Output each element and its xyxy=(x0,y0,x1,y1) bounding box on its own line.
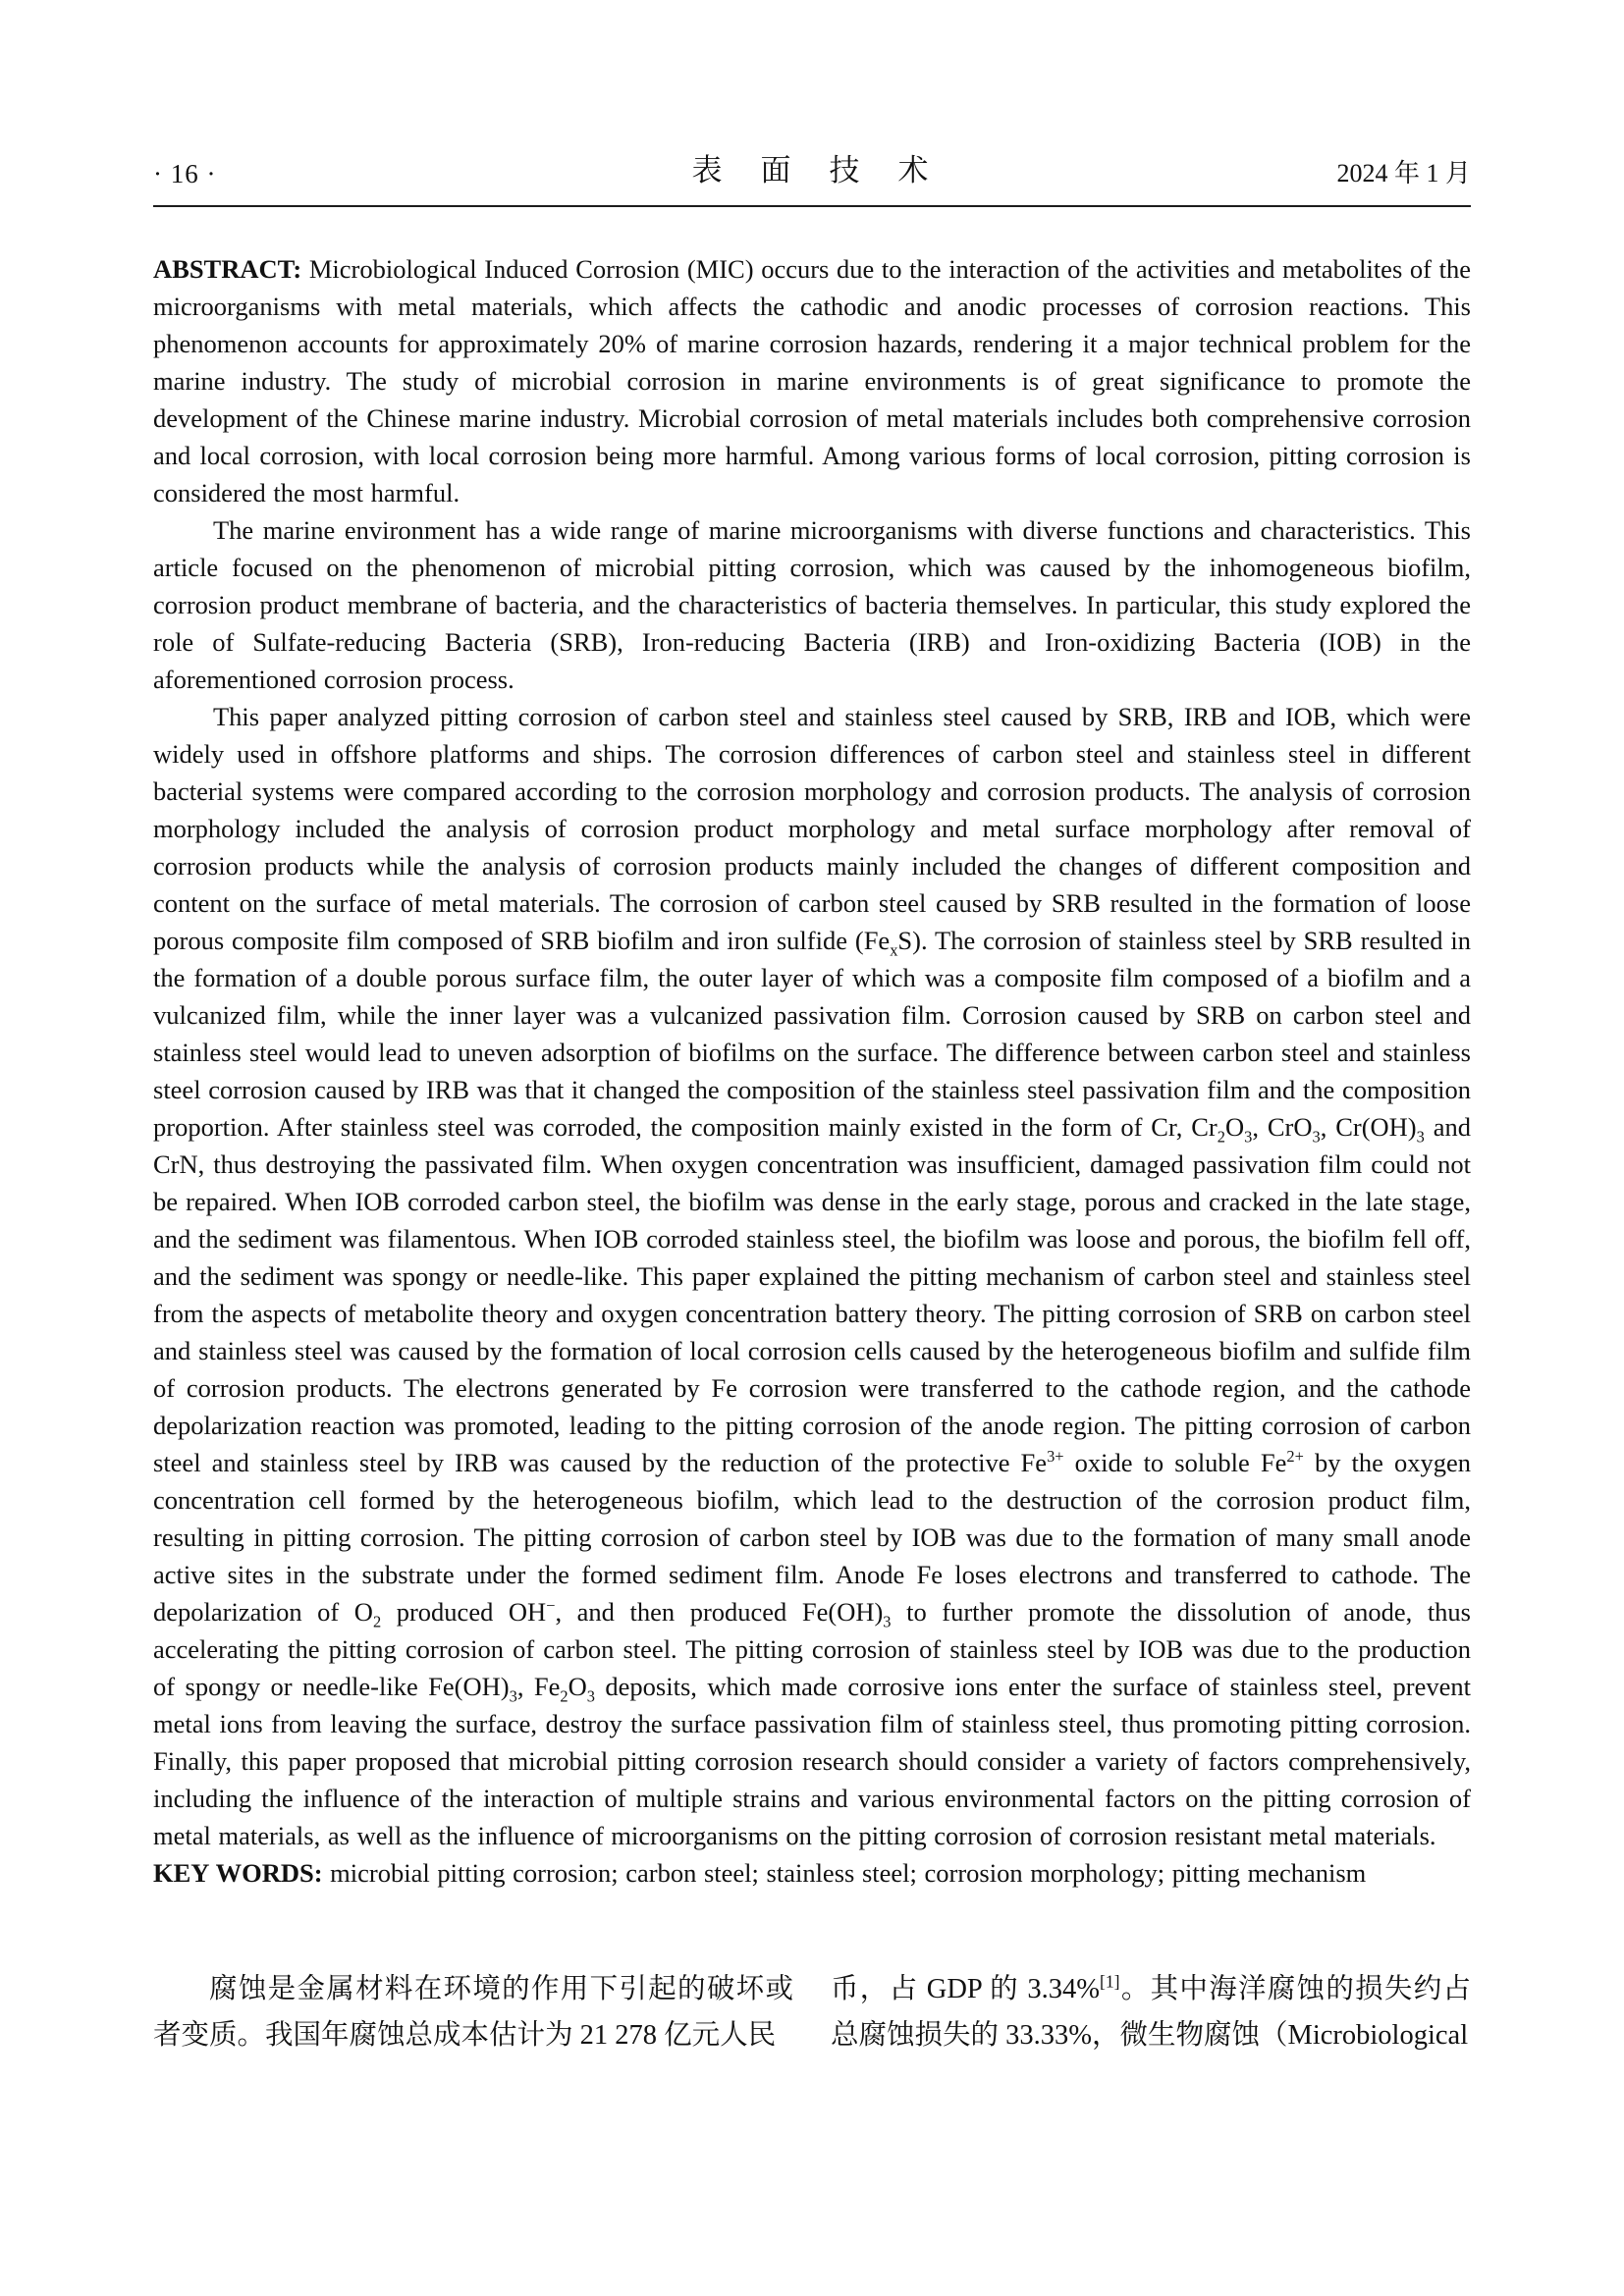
abstract-section xyxy=(153,250,1471,1892)
intro-column-left: 腐蚀是金属材料在环境的作用下引起的破坏或者变质。我国年腐蚀总成本估计为 21 278 亿元人民 xyxy=(153,1974,793,2051)
intro-columns xyxy=(153,1966,1471,2058)
keywords-label: KEY WORDS: xyxy=(153,1858,323,1888)
abstract-label: ABSTRACT: xyxy=(153,254,302,284)
issue-date: 2024 年 1 月 xyxy=(1336,159,1471,187)
abstract-paragraph-2: The marine environment has a wide range of marine microorganisms with diverse functions and characteristics. This article focused on the phenomenon of microbial pitting corrosion, which was caused by the inhomogeneous biofilm, corrosion product membrane of bacteria, and the characteristics of bacteria themselves. In particular, this study explored the role of Sulfate-reducing Bacteria (SRB), Iron-reducing Bacteria (IRB) and Iron-oxidizing Bacteria (IOB) in the aforementioned corrosion process. xyxy=(153,515,1471,694)
abstract-text-1: Microbiological Induced Corrosion (MIC) occurs due to the interaction of the activities and metabolites of the microorganisms with metal materials, which affects the cathodic and anodic processes of corrosion reactions. This phenomenon accounts for approximately 20% of marine corrosion hazards, rendering it a major technical problem for the marine industry. The study of microbial corrosion in marine environments is of great significance to promote the development of the Chinese marine industry. Microbial corrosion of metal materials includes both comprehensive corrosion and local corrosion, with local corrosion being more harmful. Among various forms of local corrosion, pitting corrosion is considered the most harmful. xyxy=(153,254,1471,507)
keywords-line xyxy=(153,1854,1471,1892)
page-number: · 16 · xyxy=(153,159,217,188)
page-header xyxy=(153,145,1471,207)
abstract-paragraph-3: This paper analyzed pitting corrosion of carbon steel and stainless steel caused by SRB, IRB and IOB, which were widely used in offshore platforms and ships. The corrosion differences of carbon steel and stainless steel in different bacterial systems were compared according to the corrosion morphology and corrosion products. The analysis of corrosion morphology included the analysis of corrosion product morphology and metal surface morphology after removal of corrosion products while the analysis of corrosion products mainly included the changes of different composition and content on the surface of metal materials. The corrosion of carbon steel caused by SRB resulted in the formation of loose porous composite film composed of SRB biofilm and iron sulfide $(Fe_xS)$. The corrosion of stainless steel by SRB resulted in the formation of a double porous surface film, the outer layer of which was a composite film composed of a biofilm and a vulcanized film, while the inner layer was a vulcanized passivation film. Corrosion caused by SRB on carbon steel and stainless steel would lead to uneven adsorption of biofilms on the surface. The difference between carbon steel and stainless steel corrosion caused by IRB was that it changed the composition of the stainless steel passivation film and the composition proportion. After stainless steel was corroded, the composition mainly existed in the form of Cr, $Cr_2O_3$, CrO$_3$, $Cr(OH)_3$ and CrN, thus destroying the passivated film. When oxygen concentration was insufficient, damaged passivation film could not be repaired. When IOB corroded carbon steel, the biofilm was dense in the early stage, porous and cracked in the late stage, and the sediment was filamentous. When IOB corroded stainless steel, the biofilm was loose and porous, the biofilm fell off, and the sediment was spongy or needle-like. This paper explained the pitting mechanism of carbon steel and stainless steel from the aspects of metabolite theory and oxygen concentration battery theory. The pitting corrosion of SRB on carbon steel and stainless steel was caused by the formation of local corrosion cells caused by the heterogeneous biofilm and sulfide film of corrosion products. The electrons generated by Fe corrosion were transferred to the cathode region, and the cathode depolarization reaction was promoted, leading to the pitting corrosion of the anode region. The pitting corrosion of carbon steel and stainless steel by IRB was caused by the reduction of the protective $Fe^{3+}$ oxide to soluble $Fe^{2+}$ by the oxygen concentration cell formed by the heterogeneous biofilm, which lead to the destruction of the corrosion product film, resulting in pitting corrosion. The pitting corrosion of carbon steel by IOB was due to the formation of many small anode active sites in the substrate under the formed sediment film. Anode Fe loses electrons and transferred to cathode. The depolarization of $O_2$ produced OH−, and then produced $Fe(OH)_3$ to further promote the dissolution of anode, thus accelerating the pitting corrosion of carbon steel. The pitting corrosion of stainless steel by IOB was due to the production of spongy or needle-like $Fe(OH)_3$, $Fe_2O_3$ deposits, which made corrosive ions enter the surface of stainless steel, prevent metal ions from leaving the surface, destroy the surface passivation film of stainless steel, thus promoting pitting corrosion. Finally, this paper proposed that microbial pitting corrosion research should consider a variety of factors comprehensively, including the influence of the interaction of multiple strains and various environmental factors on the pitting corrosion of metal materials, as well as the influence of microorganisms on the pitting corrosion of corrosion resistant metal materials. xyxy=(153,702,1472,1850)
keywords-text: microbial pitting corrosion; carbon steel; stainless steel; corrosion morphology; pitting mechanism xyxy=(330,1858,1367,1888)
intro-column-right: 币，占 GDP 的 3.34%[1]。其中海洋腐蚀的损失约占总腐蚀损失的 33.33%，微生物腐蚀（Microbiological xyxy=(831,1971,1471,2051)
journal-title: 表 面 技 术 xyxy=(691,153,933,187)
abstract-paragraph-1 xyxy=(153,250,1471,511)
